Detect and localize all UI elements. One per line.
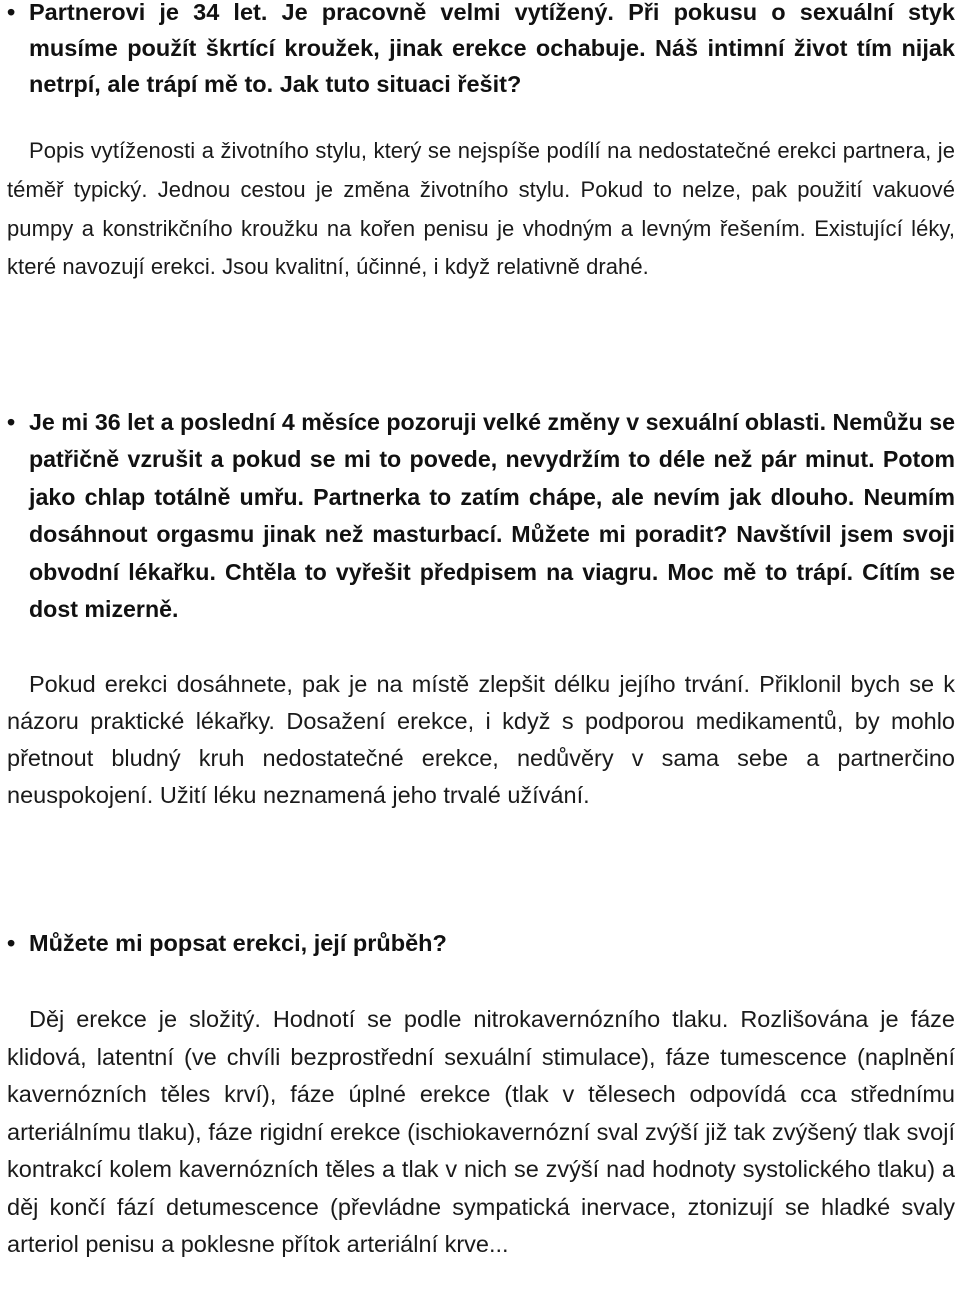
answer-2: Pokud erekci dosáhnete, pak je na místě zlepšit délku jejího trvání. Přiklonil bych se k názoru praktické lékařky. Dosažení erekce, i když s podporou medikamentů, by mohlo přetnout bludný kruh nedostatečné erekce, nedůvěry v sama sebe a partnerčino neuspokojení. Užití léku neznamená jeho trvalé užívání.: [7, 671, 955, 808]
bullet-icon: •: [7, 930, 16, 956]
answer-3: Děj erekce je složitý. Hodnotí se podle nitrokavernózního tlaku. Rozlišována je fáze klidová, latentní (ve chvíli bezprostřední sexuální stimulace), fáze tumescence (naplnění kavernózních těles krví), fáze úplné erekce (tlak v tělesech odpovídá cca střednímu arteriálnímu tlaku), fáze rigidní erekce (ischiokavernózní sval zvýší již tak zvýšený tlak svojí kontrakcí kolem kavernózních těles a tlak v nich se zvýší nad hodnoty systolického tlaku) a děj končí fází detumescence (převládne sympatická inervace, ztonizují se hladké svaly arteriol penisu a poklesne přítok arteriální krve...: [7, 1006, 955, 1257]
answer-1: Popis vytíženosti a životního stylu, který se nejspíše podílí na nedostatečné erekci partnera, je téměř typický. Jednou cestou je změna životního stylu. Pokud to nelze, pak použití vakuové pumpy a konstrikčního kroužku na kořen penisu je vhodným a levným řešením. Existující léky, které navozují erekci. Jsou kvalitní, účinné, i když relativně drahé.: [7, 138, 955, 280]
bullet-icon: •: [7, 409, 16, 435]
document-page: [7, 0, 955, 1296]
bullet-icon: •: [7, 0, 16, 25]
question-text: Je mi 36 let a poslední 4 měsíce pozoruji velké změny v sexuální oblasti. Nemůžu se patřičně vzrušit a pokud se mi to povede, nevydržím to déle než pár minut. Potom jako chlap totálně umřu. Partnerka to zatím chápe, ale nevím jak dlouho. Neumím dosáhnout orgasmu jinak než masturbací. Můžete mi poradit? Navštívil jsem svoji obvodní lékařku. Chtěla to vyřešit předpisem na viagru. Moc mě to trápí. Cítím se dost mizerně.: [29, 409, 955, 623]
question-text: Partnerovi je 34 let. Je pracovně velmi vytížený. Při pokusu o sexuální styk musíme použít škrtící kroužek, jinak erekce ochabuje. Náš intimní život tím nijak netrpí, ale trápí mě to. Jak tuto situaci řešit?: [29, 0, 955, 97]
question-text: Můžete mi popsat erekci, její průběh?: [29, 930, 447, 956]
question-1: [7, 0, 955, 102]
question-2: [7, 404, 955, 628]
qa-section-1: [7, 0, 955, 287]
qa-section-3: [7, 925, 955, 1264]
qa-section-2: [7, 404, 955, 814]
question-3: [7, 925, 955, 961]
